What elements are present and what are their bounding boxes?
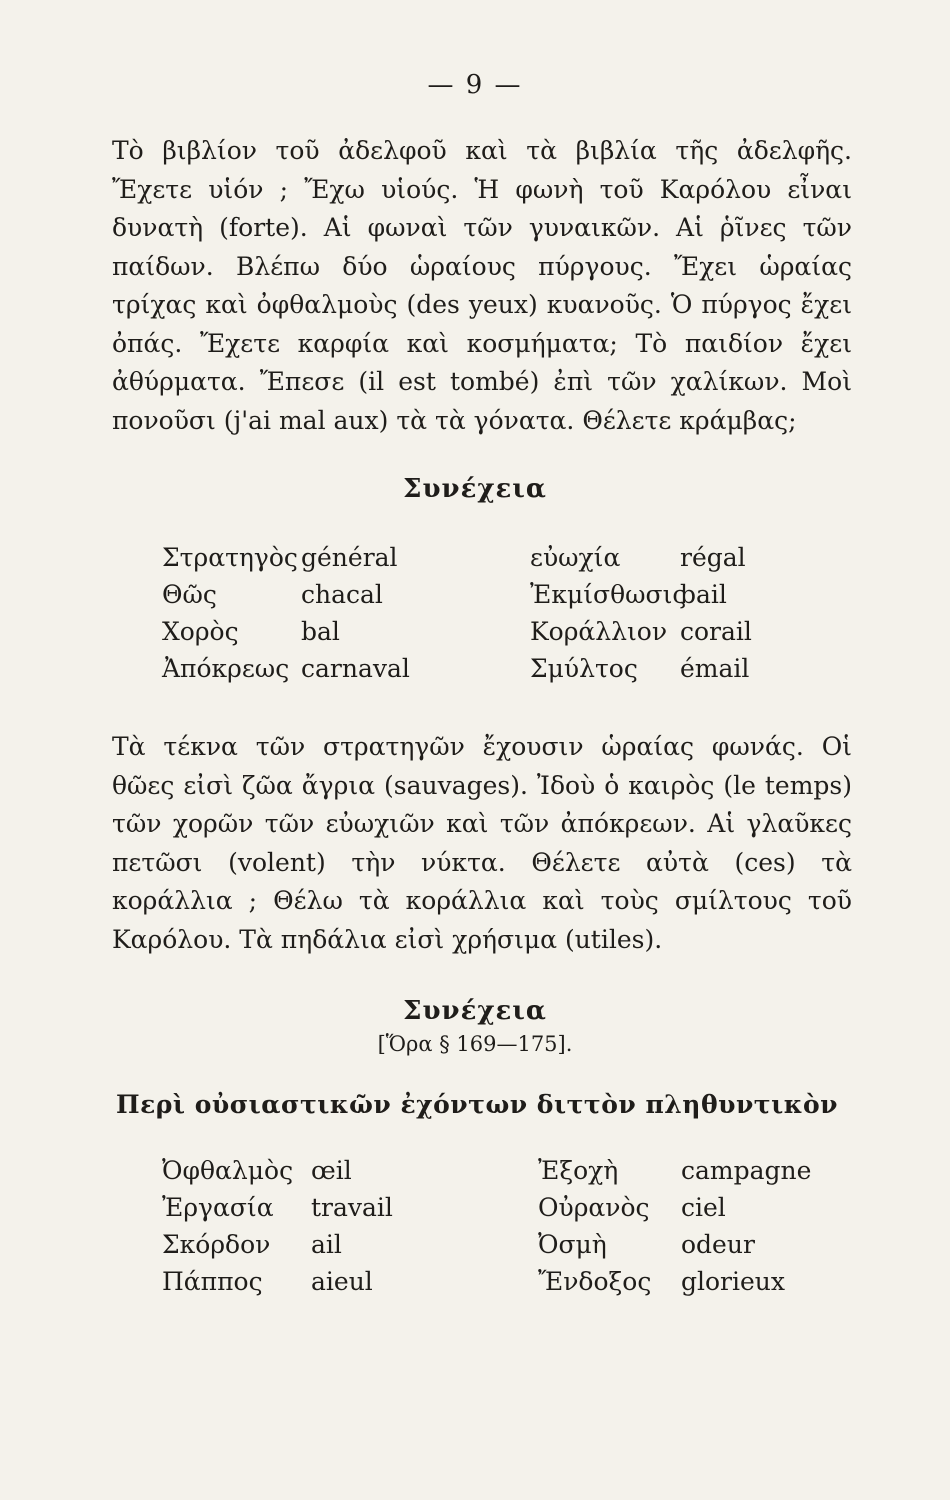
french-word: campagne	[681, 1156, 812, 1185]
heading-continuation-1: Συνέχεια	[403, 474, 547, 504]
french-word: chacal	[301, 580, 383, 609]
heading-continuation-2: Συνέχεια	[403, 996, 547, 1026]
french-word: œil	[311, 1156, 352, 1185]
french-word: bail	[680, 580, 727, 609]
french-word: régal	[680, 543, 746, 572]
greek-word: Ἀπόκρεως	[162, 654, 290, 683]
greek-word: Στρατηγὸς	[162, 543, 298, 572]
greek-word: Οὐρανὸς	[538, 1193, 650, 1222]
french-word: général	[301, 543, 398, 572]
greek-word: Ἔνδοξος	[538, 1267, 652, 1296]
exercise-paragraph-1: Τὸ βιβλίον τοῦ ἀδελφοῦ καὶ τὰ βιβλία τῆς ἀδελφῆς. Ἔχετε υἱόν ; Ἔχω υἱούς. Ἡ φωνὴ τοῦ Καρόλου εἶναι δυνατὴ (forte). Αἱ φωναὶ τῶν γυναικῶν. Αἱ ῥῖνες τῶν παίδων. Βλέπω δύο ὡραίους πύργους. Ἔχει ὡραίας τρίχας καὶ ὀφθαλμοὺς (des yeux) κυανοῦς. Ὁ πύργος ἔχει ὀπάς. Ἔχετε καρφία καὶ κοσμήματα; Τὸ παιδίον ἔχει ἀθύρματα. Ἔπεσε (il est tombé) ἐπὶ τῶν χαλίκων. Μοὶ πονοῦσι (j'ai mal aux) τὰ τὰ γόνατα. Θέλετε κράμβας;	[112, 136, 852, 435]
section-reference: [Ὅρα § 169—175].	[377, 1032, 573, 1056]
greek-word: Θῶς	[162, 580, 217, 609]
greek-word: Πάππος	[162, 1267, 263, 1296]
french-word: ciel	[681, 1193, 726, 1222]
french-word: odeur	[681, 1230, 755, 1259]
french-word: émail	[680, 654, 750, 683]
greek-word: Σμύλτος	[530, 654, 638, 683]
greek-word: Ἐκμίσθωσις	[530, 580, 687, 609]
section-title: Περὶ οὐσιαστικῶν ἐχόντων διττὸν πληθυντικὸν	[116, 1090, 838, 1119]
greek-word: Σκόρδον	[162, 1230, 271, 1259]
greek-word: Ἐργασία	[162, 1193, 274, 1222]
french-word: ail	[311, 1230, 342, 1259]
page-number: — 9 —	[427, 70, 523, 100]
french-word: carnaval	[301, 654, 410, 683]
french-word: travail	[311, 1193, 393, 1222]
french-word: glorieux	[681, 1267, 785, 1296]
greek-word: Ὀφθαλμὸς	[162, 1156, 294, 1185]
french-word: bal	[301, 617, 340, 646]
french-word: aieul	[311, 1267, 373, 1296]
greek-word: Χορὸς	[162, 617, 239, 646]
greek-word: Κοράλλιον	[530, 617, 668, 646]
greek-word: Ἐξοχὴ	[538, 1156, 619, 1185]
french-word: corail	[680, 617, 752, 646]
greek-word: εὐωχία	[530, 543, 621, 572]
exercise-paragraph-2: Τὰ τέκνα τῶν στρατηγῶν ἔχουσιν ὡραίας φωνάς. Οἱ θῶες εἰσὶ ζῶα ἄγρια (sauvages). Ἰδοὺ ὁ καιρὸς (le temps) τῶν χορῶν τῶν εὐωχιῶν καὶ τῶν ἀπόκρεων. Αἱ γλαῦκες πετῶσι (volent) τὴν νύκτα. Θέλετε αὐτὰ (ces) τὰ κοράλλια ; Θέλω τὰ κοράλλια καὶ τοὺς σμίλτους τοῦ Καρόλου. Τὰ πηδάλια εἰσὶ χρήσιμα (utiles).	[112, 732, 852, 954]
greek-word: Ὀσμὴ	[538, 1230, 607, 1259]
